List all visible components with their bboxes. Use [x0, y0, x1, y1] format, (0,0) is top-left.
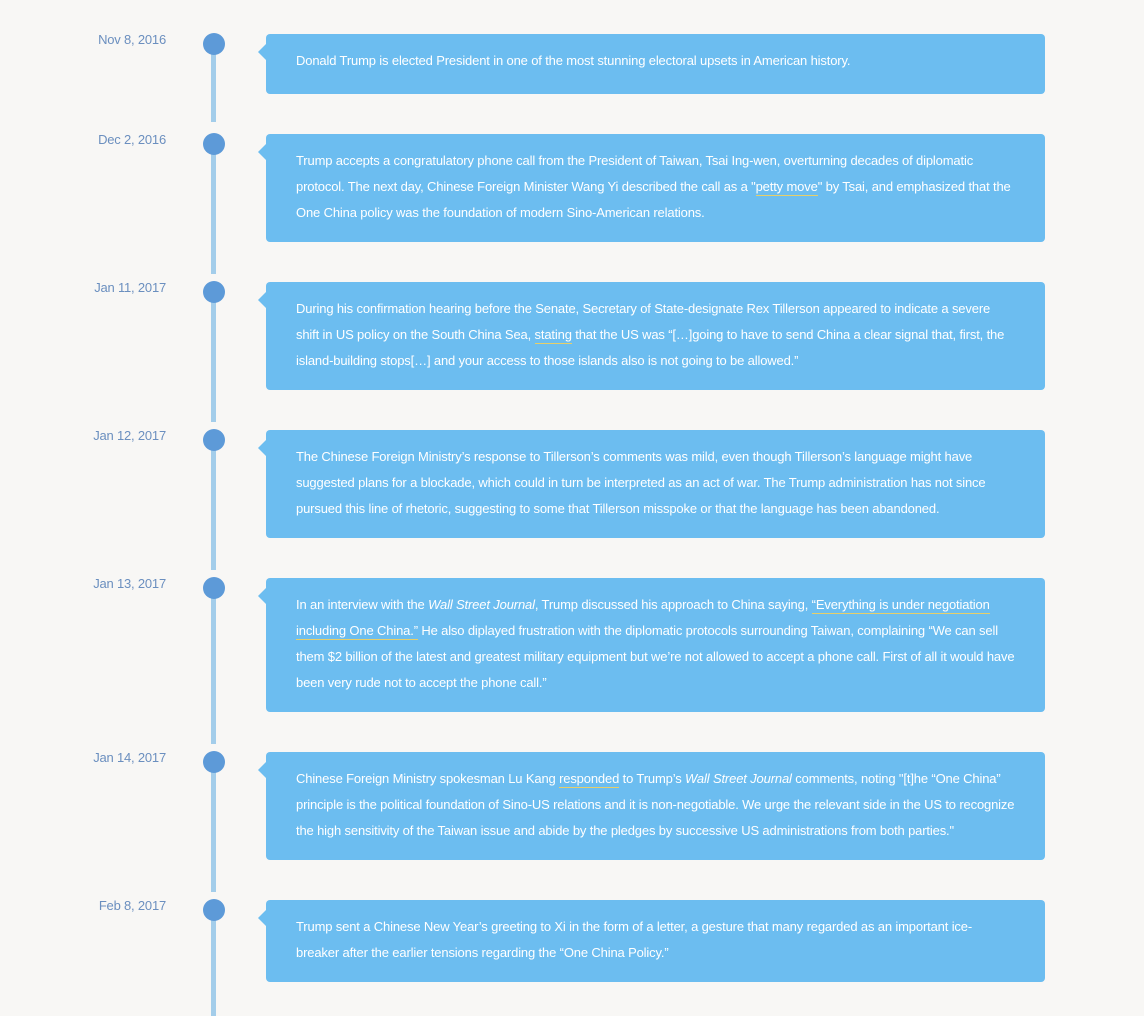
timeline-dot — [203, 429, 225, 451]
event-date: Feb 8, 2017 — [98, 898, 166, 913]
event-card — [266, 134, 1045, 242]
event-date: Jan 12, 2017 — [93, 428, 166, 443]
timeline-connector — [211, 910, 216, 1016]
event-text: He also diplayed frustration with the diplomatic protocols surrounding Taiwan, complaining “We can sell them $2 billion of the latest and greatest military equipment but we’re not allowed to accept a phone call. First of all it would have been very rude not to accept the phone call.” — [296, 623, 1015, 690]
timeline-dot — [203, 281, 225, 303]
event-date: Dec 2, 2016 — [98, 132, 166, 147]
timeline-connector — [211, 440, 216, 570]
event-text: Chinese Foreign Ministry spokesman Lu Kang — [296, 771, 560, 786]
timeline-dot — [203, 33, 225, 55]
event-date: Nov 8, 2016 — [98, 32, 166, 47]
timeline-connector — [211, 292, 216, 422]
timeline-dot — [203, 577, 225, 599]
source-link[interactable]: petty move — [755, 179, 818, 194]
timeline-connector — [211, 588, 216, 744]
event-date: Jan 14, 2017 — [93, 750, 166, 765]
event-card — [266, 430, 1045, 538]
event-date: Jan 13, 2017 — [93, 576, 166, 591]
timeline-dot — [203, 133, 225, 155]
event-card — [266, 578, 1045, 712]
source-link[interactable]: stating — [534, 327, 572, 342]
quote-link[interactable]: “Everything is under negotiation including One China.” — [296, 597, 990, 638]
timeline-connector — [211, 144, 216, 274]
event-text: , Trump discussed his approach to China saying, — [534, 597, 812, 612]
event-text: During his confirmation hearing before the Senate, Secretary of State-designate Rex Tillerson appeared to indicate a severe shift in US policy on the South China Sea, — [296, 301, 991, 342]
event-card — [266, 752, 1045, 860]
timeline-dot — [203, 899, 225, 921]
event-date: Jan 11, 2017 — [94, 280, 166, 295]
event-text: The Chinese Foreign Ministry’s response to Tillerson’s comments was mild, even though Tillerson’s language might have suggested plans for a blockade, which could in turn be interpreted as an act of war. The Trump administration has not since pursued this line of rhetoric, suggesting to some that Tillerson misspoke or that the language has been abandoned. — [296, 449, 986, 516]
event-text: Donald Trump is elected President in one of the most stunning electoral upsets in American history. — [296, 53, 851, 68]
event-text: that the US was “[…]going to have to send China a clear signal that, first, the island-building stops[…] and your access to those islands also is not going to be allowed.” — [296, 327, 1005, 368]
event-text: In an interview with the — [296, 597, 429, 612]
source-link[interactable]: responded — [559, 771, 620, 786]
publication-name: Wall Street Journal — [685, 771, 792, 786]
timeline-connector — [211, 44, 216, 122]
event-card — [266, 34, 1045, 94]
publication-name: Wall Street Journal — [428, 597, 535, 612]
event-text: to Trump’s — [619, 771, 686, 786]
event-text: Trump accepts a congratulatory phone call from the President of Taiwan, Tsai Ing-wen, overturning decades of diplomatic protocol. The next day, Chinese Foreign Minister Wang Yi described the call as a " — [296, 153, 974, 194]
event-card — [266, 282, 1045, 390]
event-text: " by Tsai, and emphasized that the One China policy was the foundation of modern Sino-American relations. — [296, 179, 1011, 220]
event-text: Trump sent a Chinese New Year’s greeting to Xi in the form of a letter, a gesture that many regarded as an important ice-breaker after the earlier tensions regarding the “One China Policy.” — [296, 919, 973, 960]
timeline-connector — [211, 762, 216, 892]
timeline-dot — [203, 751, 225, 773]
event-text: comments, noting "[t]he “One China” principle is the political foundation of Sino-US relations and it is non-negotiable. We urge the relevant side in the US to recognize the high sensitivity of the Taiwan issue and abide by the pledges by successive US administrations from both parties." — [296, 771, 1015, 838]
event-card — [266, 900, 1045, 982]
